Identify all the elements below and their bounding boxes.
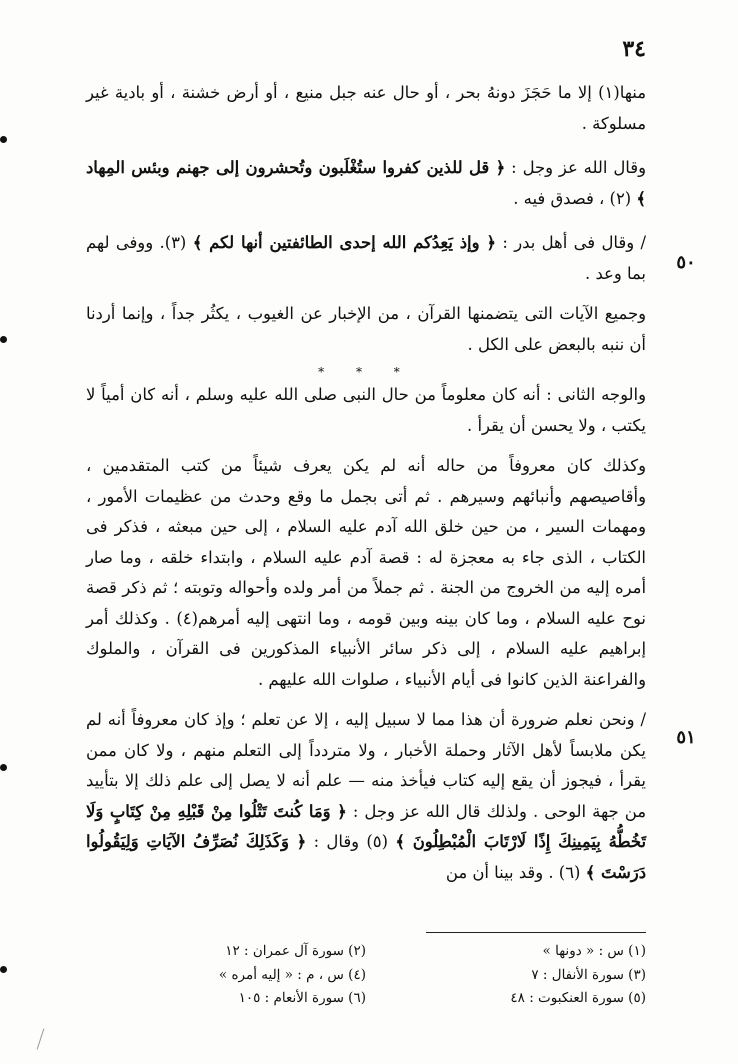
paragraph-2-reference: (٢) ، فصدق فيه . [513,188,632,208]
footnote-4: (٤) س ، م : « إليه أمره » [218,966,366,983]
footnote-row [86,940,646,964]
footnote-divider [426,932,646,933]
section-separator: * * * [318,365,414,380]
paragraph-7-intro: / ونحن نعلم ضرورة أن هذا مما لا سبيل إليه ، إلا عن تعلم ؛ وإذ كان معروفاً أنه لم يكن ملابساً لأهل الآثار وحملة الأخبار ، ولا متردداً إلى التعلم منهم ، ولا كان ممن يقرأ ، فيجوز أن يقع إليه كتاب فيأخذ منه — علم أنه لا يصل إلى علم ذلك إلا بتأييد من جهة الوحى . ولذلك قال الله عز وجل : [86,710,647,821]
footnote-row [86,987,646,1011]
paragraph-2 [86,153,646,214]
main-text [86,78,646,888]
paragraph-7-reference-2: (٦) . وقد بينا أن من [445,862,581,882]
margin-number-50: ٥٠ [676,252,696,273]
quran-verse-al-anam-105: ﴿ وَكَذَلِكَ نُصَرِّفُ الآيَاتِ وَلِيَقُولُوا دَرَسْتَ ﴾ [86,832,646,882]
footnote-5: (٥) سورة العنكبوت : ٤٨ [510,990,646,1007]
binding-hole-mark [0,136,7,143]
paragraph-2-intro: وقال الله عز وجل : [505,158,646,178]
paragraph-4: وجميع الآيات التى يتضمنها القرآن ، من الإخبار عن الغيوب ، يكثُر جداً ، وإنما أردنا أن ننبه بالبعض على الكل . [86,304,646,354]
paragraph-7 [86,705,646,888]
quran-verse-al-anfal-7: ﴿ وإذ يَعِدُكم الله إحدى الطائفتين أنها لكم ﴾ [192,233,496,253]
paragraph-7-reference-1: (٥) وقال : [306,832,388,852]
paragraph-3-reference: (٣). ووفى لهم بما وعد . [86,233,646,283]
paragraph-3 [86,228,646,289]
binding-hole-mark [0,966,7,973]
quran-verse-al-ankabut-48: ﴿ وَمَا كُنتَ تَتْلُوا مِنْ قَبْلِهِ مِنْ كِتَابٍ وَلَا تَخُطُّهُ بِيَمِينِكَ إِذًا لَارْتَابَ الْمُبْطِلُونَ ﴾ [86,801,647,852]
binding-hole-mark [0,336,7,343]
scan-scratch-mark [37,1028,45,1049]
footnote-2: (٢) سورة آل عمران : ١٢ [225,943,366,959]
paragraph-6: وكذلك كان معروفاً من حاله أنه لم يكن يعرف شيئاً من كتب المتقدمين ، وأقاصيصهم وأنبائهم وسيرهم . ثم أتى بجمل ما وقع وحدث من عظيمات الأمور ، ومهمات السير ، من حين خلق الله آدم عليه السلام ، إلى حين مبعثه ، فذكر فى الكتاب ، الذى جاء به معجزة له : قصة آدم عليه السلام ، وابتداء خلقه ، وما صار أمره إليه من الخروج من الجنة . ثم جملاً من أمر ولده وأحواله وتوبته ؛ ثم ذكر قصة نوح عليه السلام ، وما كان بينه وبين قومه ، وما انتهى إليه أمرهم(٤) . وكذلك أمر إبراهيم عليه السلام ، إلى ذكر سائر الأنبياء المذكورين فى القرآن ، والملوك والفراعنة الذين كانوا فى أيام الأنبياء ، صلوات الله عليهم . [86,456,646,689]
page-number: ٣٤ [622,36,646,62]
footnote-6: (٦) سورة الأنعام : ١٠٥ [238,990,366,1007]
binding-hole-mark [0,764,7,771]
paragraph-3-intro: / وقال فى أهل بدر : [495,233,646,253]
paragraph-1: منها(١) إلا ما حَجَزَ دونهُ بحر ، أو حال عنه جبل منيع ، أو أرض خشنة ، أو بادية غير مسلوكة . [86,83,646,133]
margin-number-51: ٥١ [676,727,696,748]
paragraph-5: والوجه الثانى : أنه كان معلوماً من حال النبى صلى الله عليه وسلم ، أنه كان أمياً لا يكتب ، ولا يحسن أن يقرأ . [86,385,646,435]
footnote-3: (٣) سورة الأنفال : ٧ [531,966,646,983]
footnote-row [86,964,646,988]
footnote-1: (١) س : « دونها » [542,943,646,959]
footnotes [86,940,646,1011]
quran-verse-al-imran-12: ﴿ قل للذين كفروا ستُغْلَبون وتُحشرون إلى جهنم وبئس المِهاد ﴾ [86,158,646,208]
